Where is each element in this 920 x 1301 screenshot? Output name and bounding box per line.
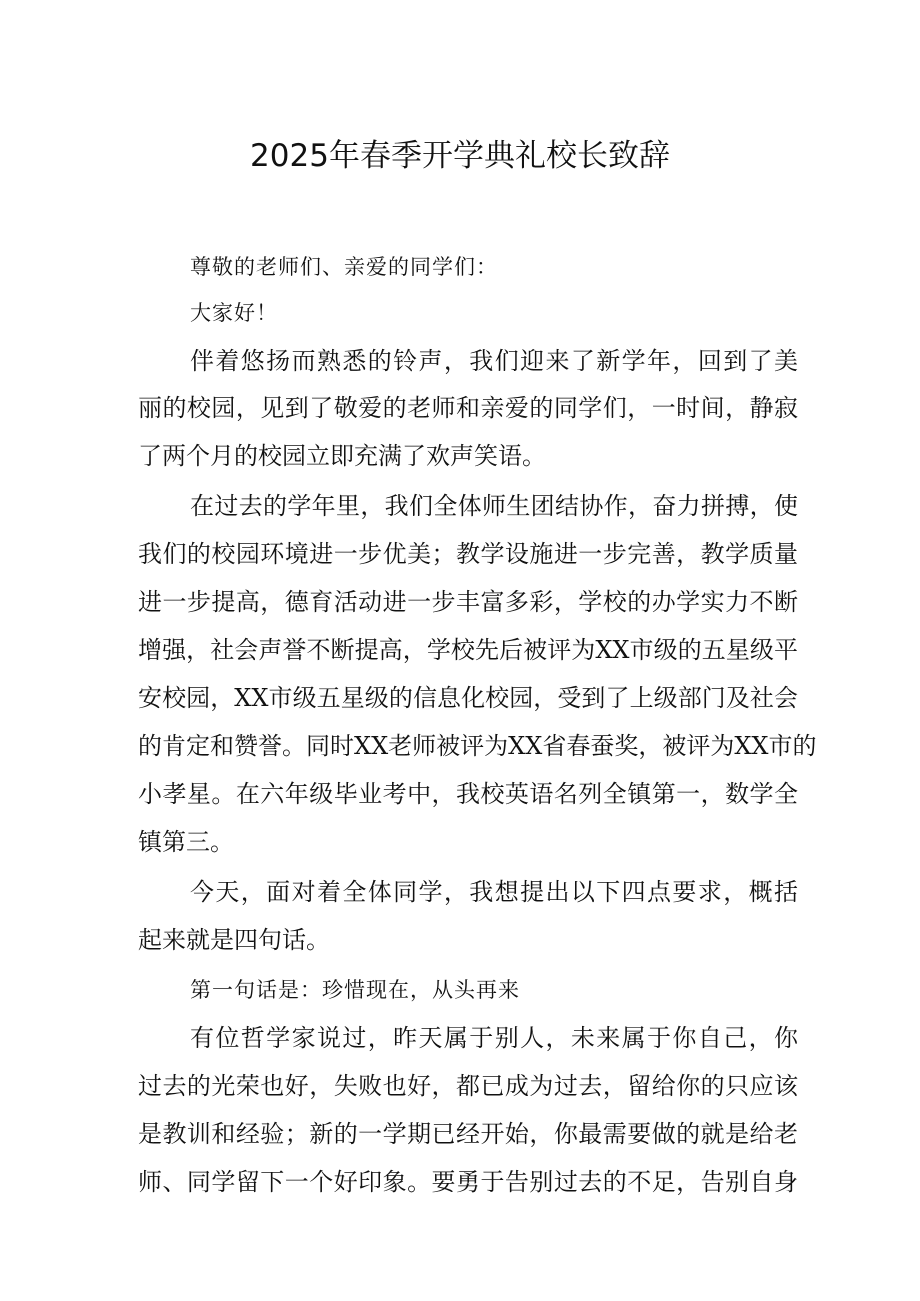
paragraph-line: 进一步提高，德育活动进一步丰富多彩，学校的办学实力不断: [138, 588, 798, 616]
paragraph-line: 小孝星。在六年级毕业考中，我校英语名列全镇第一，数学全: [138, 780, 798, 808]
paragraph-line: 增强，社会声誉不断提高，学校先后被评为XX市级的五星级平: [138, 636, 798, 664]
paragraph-line: 的肯定和赞誉。同时XX老师被评为XX省春蚕奖，被评为XX市的: [138, 732, 817, 760]
paragraph-line: 了两个月的校园立即充满了欢声笑语。: [138, 442, 546, 470]
document-title: 2025年春季开学典礼校长致辞: [250, 138, 670, 174]
paragraph-line: 起来就是四句话。: [138, 926, 330, 954]
paragraph-line: 过去的光荣也好，失败也好，都已成为过去，留给你的只应该: [138, 1072, 798, 1100]
paragraph-line: 师、同学留下一个好印象。要勇于告别过去的不足，告别自身: [138, 1168, 798, 1196]
paragraph-line: 镇第三。: [138, 828, 234, 856]
salutation-line: 尊敬的老师们、亲爱的同学们：: [190, 255, 498, 279]
paragraph-line: 丽的校园，见到了敬爱的老师和亲爱的同学们，一时间，静寂: [138, 394, 798, 422]
paragraph-line: 安校园，XX市级五星级的信息化校园，受到了上级部门及社会: [138, 684, 798, 712]
paragraph-line: 伴着悠扬而熟悉的铃声，我们迎来了新学年，回到了美: [190, 347, 798, 375]
paragraph-line: 今天，面对着全体同学，我想提出以下四点要求，概括: [190, 878, 798, 906]
paragraph-line: 有位哲学家说过，昨天属于别人，未来属于你自己，你: [190, 1024, 798, 1052]
paragraph-line: 我们的校园环境进一步优美；教学设施进一步完善，教学质量: [138, 540, 798, 568]
section-heading: 第一句话是：珍惜现在，从头再来: [190, 978, 520, 1002]
paragraph-line: 是教训和经验；新的一学期已经开始，你最需要做的就是给老: [138, 1120, 798, 1148]
greeting-line: 大家好！: [190, 301, 278, 325]
paragraph-line: 在过去的学年里，我们全体师生团结协作，奋力拼搏，使: [190, 492, 798, 520]
